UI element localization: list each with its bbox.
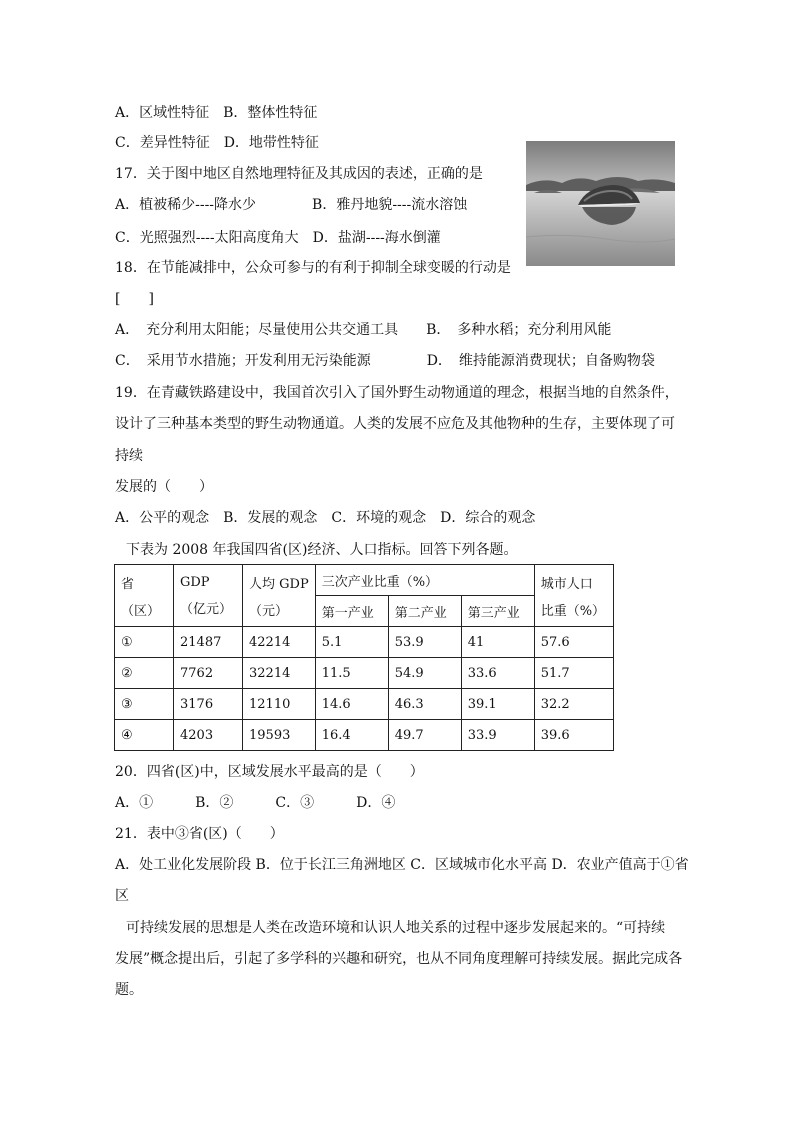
header-gdp-line1: GDP [180,574,210,590]
header-industry-ratio: 三次产业比重（%） [315,565,534,596]
cell-province: ③ [115,689,174,720]
cell-province: ② [115,658,174,689]
table-row [115,720,614,751]
cell-secondary: 53.9 [388,627,461,658]
q18-options-ab: A． 充分利用太阳能；尽量使用公共交通工具 B． 多种水稻；充分利用风能 [115,322,612,338]
cell-primary: 14.6 [315,689,388,720]
cell-urban: 57.6 [534,627,613,658]
passage-line1: 可持续发展的思想是人类在改造环境和认识人地关系的过程中逐步发展起来的。“可持续 [126,920,666,936]
q17-stem: 17．关于图中地区自然地理特征及其成因的表述，正确的是 [115,166,483,182]
header-province [115,565,174,627]
header-per-capita-line2: （元） [249,603,289,619]
cell-tertiary: 41 [461,627,534,658]
q19-options: A．公平的观念 B．发展的观念 C．环境的观念 D．综合的观念 [115,510,536,526]
salt-lake-photo-icon [526,141,675,266]
q19-line1: 19．在青藏铁路建设中，我国首次引入了国外野生动物通道的理念，根据当地的自然条件， [115,385,679,401]
header-per-capita-gdp [243,565,316,627]
economic-indicator-table [114,564,614,751]
cell-tertiary: 33.6 [461,658,534,689]
q18-stem: 18．在节能减排中，公众可参与的有利于抑制全球变暖的行动是 [115,260,511,276]
q16-options-row2: C．差异性特征 D．地带性特征 [115,135,319,151]
q17-options-ab: A．植被稀少----降水少 B．雅丹地貌----流水溶蚀 [115,197,468,213]
header-gdp-line2: （亿元） [180,601,233,617]
table-header-row-1 [115,565,614,596]
header-gdp [174,565,243,627]
q20-stem: 20．四省(区)中，区域发展水平最高的是（ ） [115,764,424,780]
cell-urban: 51.7 [534,658,613,689]
q20-options: A．① B．② C．③ D．④ [115,795,396,811]
q21-options-line1: A．处工业化发展阶段 B．位于长江三角洲地区 C．区域城市化水平高 D．农业产值高于①省 [115,857,689,873]
header-urban-line2: 比重（%） [540,603,606,619]
cell-tertiary: 33.9 [461,720,534,751]
header-primary-industry: 第一产业 [315,596,388,627]
cell-gdp: 7762 [174,658,243,689]
table-row [115,689,614,720]
cell-urban: 39.6 [534,720,613,751]
cell-primary: 16.4 [315,720,388,751]
cell-urban: 32.2 [534,689,613,720]
cell-per-capita: 42214 [243,627,316,658]
q21-options-line2: 区 [115,888,129,904]
passage-line3: 题。 [115,982,143,998]
cell-primary: 5.1 [315,627,388,658]
header-urban-line1: 城市人口 [540,576,593,592]
passage-line2: 发展”概念提出后，引起了多学科的兴趣和研究，也从不同角度理解可持续发展。据此完成各 [115,951,683,967]
header-secondary-industry: 第二产业 [388,596,461,627]
q21-stem: 21．表中③省(区)（ ） [115,826,284,842]
header-tertiary-industry: 第三产业 [461,596,534,627]
q18-answer-bracket: [ ] [115,291,154,307]
q19-line4: 发展的（ ） [115,479,213,495]
header-per-capita-line1: 人均 GDP [249,576,309,592]
table-intro: 下表为 2008 年我国四省(区)经济、人口指标。回答下列各题。 [126,542,518,558]
cell-secondary: 54.9 [388,658,461,689]
q16-options-row1: A．区域性特征 B．整体性特征 [115,105,318,121]
table-row [115,658,614,689]
q19-line3: 持续 [115,448,143,464]
table-row [115,627,614,658]
q18-options-cd: C． 采用节水措施；开发利用无污染能源 D． 维持能源消费现状；自备购物袋 [115,353,655,369]
cell-per-capita: 12110 [243,689,316,720]
cell-province: ① [115,627,174,658]
cell-tertiary: 39.1 [461,689,534,720]
cell-gdp: 4203 [174,720,243,751]
cell-per-capita: 19593 [243,720,316,751]
q19-line2: 设计了三种基本类型的野生动物通道。人类的发展不应危及其他物种的生存，主要体现了可 [115,416,675,432]
header-urban-ratio [534,565,613,627]
cell-primary: 11.5 [315,658,388,689]
q17-options-cd: C．光照强烈----太阳高度角大 D．盐湖----海水倒灌 [115,230,441,246]
header-province-line1: 省 [121,576,135,592]
cell-secondary: 49.7 [388,720,461,751]
header-province-line2: （区） [121,603,161,619]
cell-secondary: 46.3 [388,689,461,720]
cell-gdp: 21487 [174,627,243,658]
cell-per-capita: 32214 [243,658,316,689]
cell-province: ④ [115,720,174,751]
cell-gdp: 3176 [174,689,243,720]
